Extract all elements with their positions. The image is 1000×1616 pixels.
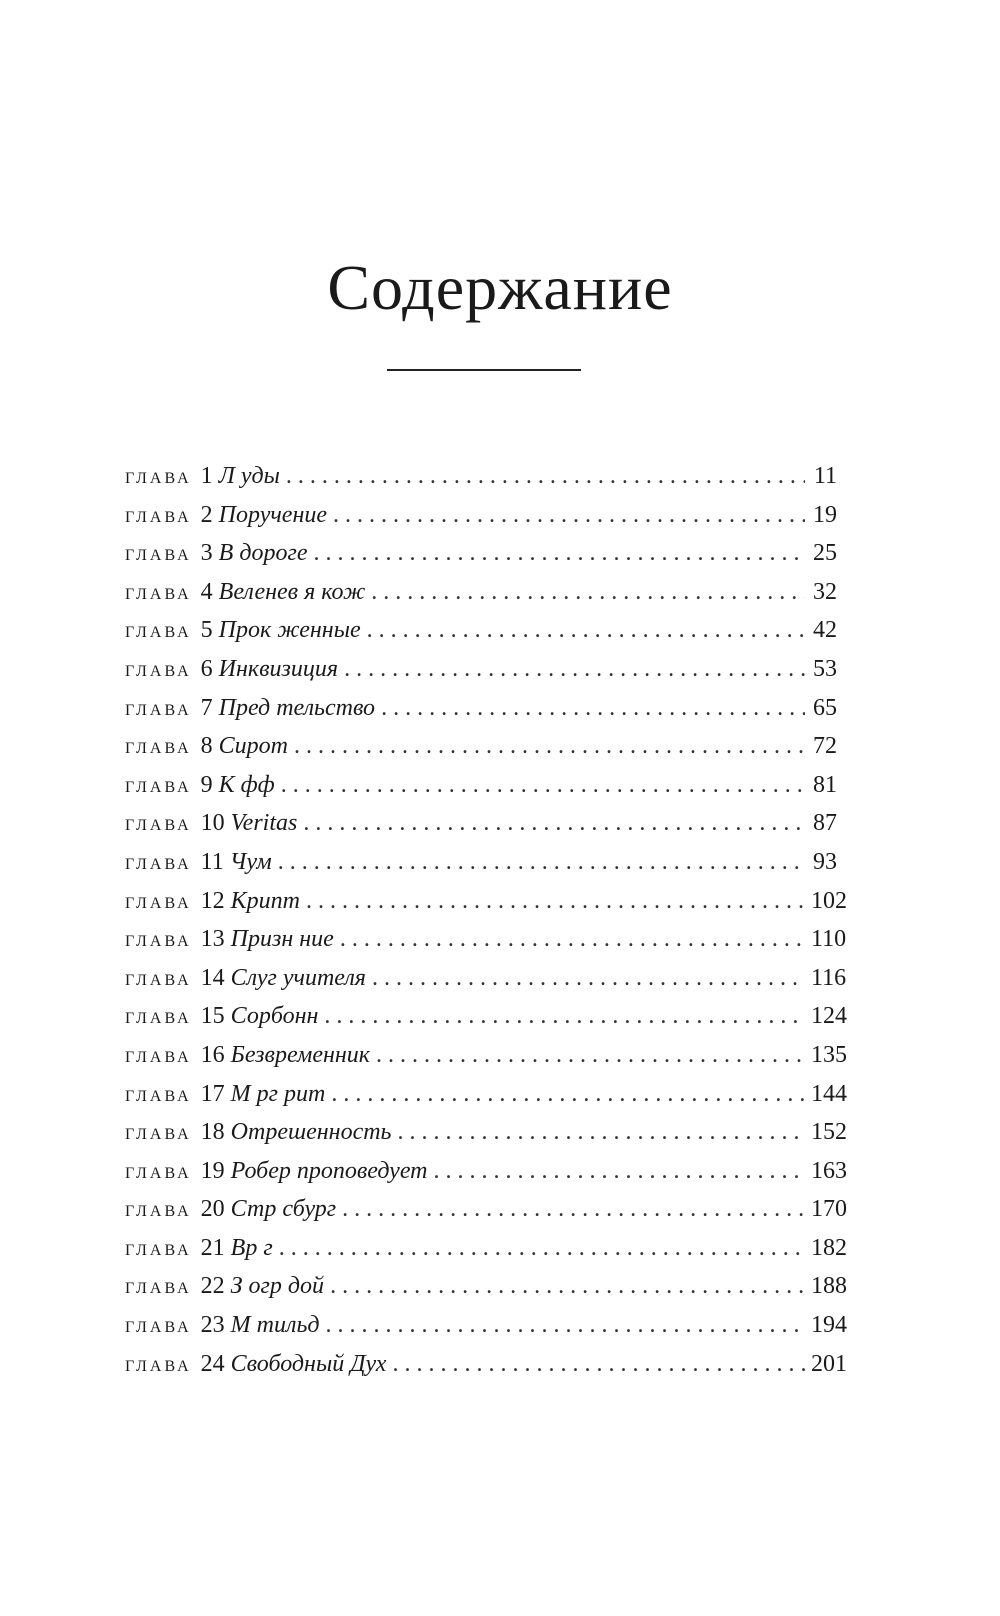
chapter-title: Поручение <box>218 501 327 528</box>
chapter-label: глава <box>125 733 192 759</box>
chapter-title: Чум <box>229 848 272 875</box>
chapter-label: глава <box>125 617 192 643</box>
dot-leader <box>281 772 805 799</box>
chapter-title: Призн ние <box>230 926 334 953</box>
page-number: 188 <box>811 1273 847 1300</box>
dot-leader <box>286 463 805 490</box>
page-number: 93 <box>813 848 837 875</box>
dot-leader <box>376 1042 805 1069</box>
chapter-number: 9 <box>200 771 213 798</box>
dot-leader <box>392 1351 805 1378</box>
dot-leader <box>397 1119 805 1146</box>
chapter-label: глава <box>125 655 192 681</box>
dot-leader <box>344 656 805 683</box>
chapter-label: глава <box>125 848 192 874</box>
chapter-title: Стр сбург <box>230 1196 337 1223</box>
chapter-label: глава <box>125 578 192 604</box>
toc-entry-13 <box>125 926 847 965</box>
chapter-title: Робер проповедует <box>230 1157 428 1184</box>
chapter-number: 17 <box>200 1080 225 1107</box>
chapter-title: Инквизиция <box>218 655 339 682</box>
chapter-label: глава <box>125 1273 192 1299</box>
toc-entry-19 <box>125 1157 847 1197</box>
chapter-label: глава <box>125 1234 192 1260</box>
chapter-number: 5 <box>200 617 213 644</box>
chapter-title: Л уды <box>218 463 280 489</box>
chapter-number: 7 <box>200 694 213 721</box>
toc-entry-16 <box>125 1041 847 1081</box>
chapter-label: глава <box>125 810 192 836</box>
chapter-number: 24 <box>200 1350 225 1377</box>
toc-entry-5 <box>125 617 837 656</box>
chapter-label: глава <box>125 463 192 488</box>
page-number: 81 <box>813 771 837 798</box>
chapter-title: Вр г <box>230 1234 273 1261</box>
toc-entry-8 <box>125 733 837 772</box>
chapter-label: глава <box>125 1003 192 1029</box>
chapter-number: 16 <box>200 1041 225 1068</box>
chapter-number: 19 <box>200 1157 225 1184</box>
chapter-number: 6 <box>200 655 213 682</box>
chapter-number: 10 <box>200 810 225 837</box>
chapter-title: К фф <box>218 771 275 798</box>
chapter-title: Пред тельство <box>218 694 376 721</box>
dot-leader <box>333 502 805 529</box>
chapter-number: 4 <box>200 578 213 605</box>
chapter-label: глава <box>125 1196 192 1222</box>
page-number: 116 <box>811 964 847 991</box>
page-number: 19 <box>813 501 837 528</box>
chapter-label: глава <box>125 1312 192 1338</box>
dot-leader <box>342 1196 805 1223</box>
title-divider <box>387 369 581 371</box>
chapter-number: 20 <box>200 1196 225 1223</box>
toc-entry-10 <box>125 810 837 849</box>
chapter-number: 14 <box>200 964 225 991</box>
dot-leader <box>306 888 805 915</box>
chapter-label: глава <box>125 887 192 913</box>
chapter-number: 22 <box>200 1273 225 1300</box>
page-number: 124 <box>811 1003 847 1030</box>
chapter-title: Сирот <box>218 733 289 760</box>
page-number: 32 <box>813 578 837 605</box>
toc-entry-22 <box>125 1273 847 1312</box>
dot-leader <box>303 810 805 837</box>
page-number: 87 <box>813 810 837 837</box>
dot-leader <box>372 965 805 992</box>
toc-entry-14 <box>125 964 847 1004</box>
page-number: 11 <box>813 463 837 489</box>
dot-leader <box>381 695 805 722</box>
chapter-title: Veritas <box>230 810 298 837</box>
chapter-label: глава <box>125 1080 192 1106</box>
chapter-title: Веленев я кож <box>218 578 366 605</box>
dot-leader <box>294 733 805 760</box>
chapter-number: 23 <box>200 1312 225 1339</box>
dot-leader <box>314 540 806 567</box>
page-number: 42 <box>813 617 837 644</box>
page-number: 194 <box>811 1312 847 1339</box>
dot-leader <box>340 926 805 953</box>
toc-entry-9 <box>125 772 837 811</box>
toc-entry-2 <box>125 502 837 541</box>
chapter-label: глава <box>125 1119 192 1145</box>
chapter-number: 15 <box>200 1003 225 1030</box>
page-number: 135 <box>811 1041 847 1068</box>
chapter-number: 18 <box>200 1119 225 1146</box>
chapter-number: 11 <box>200 848 224 875</box>
dot-leader <box>434 1158 806 1185</box>
chapter-label: глава <box>125 1041 192 1067</box>
chapter-title: Крипт <box>230 887 300 914</box>
toc-entry-24 <box>125 1350 847 1390</box>
dot-leader <box>326 1312 805 1339</box>
page-number: 170 <box>811 1196 847 1223</box>
chapter-title: З огр дой <box>230 1273 325 1300</box>
chapter-title: Свободный Дух <box>230 1350 387 1377</box>
toc-entry-20 <box>125 1196 847 1235</box>
chapter-number: 1 <box>200 463 213 489</box>
dot-leader <box>371 579 805 606</box>
chapter-label: глава <box>125 964 192 990</box>
page-number: 152 <box>811 1119 847 1146</box>
chapter-number: 2 <box>200 501 213 528</box>
dot-leader <box>278 849 805 876</box>
chapter-number: 12 <box>200 887 225 914</box>
toc-entry-15 <box>125 1003 847 1042</box>
dot-leader <box>324 1003 805 1030</box>
chapter-label: глава <box>125 926 192 952</box>
toc-entry-7 <box>125 695 837 734</box>
chapter-label: глава <box>125 1350 192 1376</box>
chapter-number: 21 <box>200 1234 225 1261</box>
chapter-title: Безвременник <box>230 1041 371 1068</box>
page-number: 182 <box>811 1234 847 1261</box>
chapter-label: глава <box>125 694 192 720</box>
chapter-label: глава <box>125 540 192 566</box>
page-number: 102 <box>811 887 847 914</box>
chapter-number: 3 <box>200 540 213 567</box>
page-number: 163 <box>811 1157 847 1184</box>
table-of-contents <box>125 463 847 1389</box>
page-number: 53 <box>813 655 837 682</box>
toc-entry-23 <box>125 1312 847 1351</box>
chapter-title: В дороге <box>218 540 308 567</box>
page-number: 65 <box>813 694 837 721</box>
chapter-title: М тильд <box>230 1312 320 1339</box>
dot-leader <box>330 1273 805 1300</box>
toc-entry-6 <box>125 656 837 695</box>
chapter-label: глава <box>125 1157 192 1183</box>
toc-entry-12 <box>125 887 847 927</box>
dot-leader <box>279 1235 805 1262</box>
toc-entry-1 <box>125 463 837 502</box>
toc-entry-18 <box>125 1119 847 1158</box>
page-number: 25 <box>813 540 837 567</box>
toc-entry-17 <box>125 1080 847 1120</box>
toc-entry-21 <box>125 1234 847 1274</box>
chapter-title: Прок женные <box>218 617 361 644</box>
page-number: 110 <box>811 926 847 953</box>
toc-entry-11 <box>125 849 837 888</box>
chapter-title: Слуг учителя <box>230 964 366 991</box>
page-number: 144 <box>811 1080 847 1107</box>
chapter-title: Сорбонн <box>230 1003 319 1030</box>
chapter-label: глава <box>125 501 192 527</box>
chapter-label: глава <box>125 771 192 797</box>
dot-leader <box>367 617 805 644</box>
toc-entry-3 <box>125 540 837 579</box>
dot-leader <box>331 1081 805 1108</box>
page-number: 201 <box>811 1350 847 1377</box>
page-number: 72 <box>813 733 837 760</box>
toc-entry-4 <box>125 579 837 618</box>
chapter-title: Отрешенность <box>230 1119 392 1146</box>
page-title: Содержание <box>327 252 673 323</box>
chapter-number: 8 <box>200 733 213 760</box>
chapter-number: 13 <box>200 926 225 953</box>
chapter-title: М рг рит <box>230 1080 326 1107</box>
